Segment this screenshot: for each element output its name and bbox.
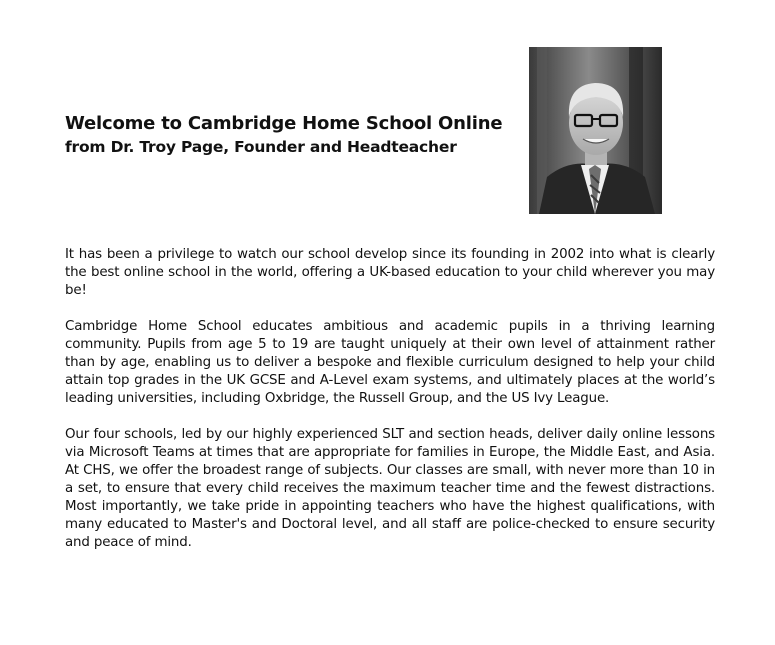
paragraph-education: Cambridge Home School educates ambitious and academic pupils in a thriving learning community. Pupils from age 5 to 19 are taught uniquely at their own level of attainment rather than by age, enabling us to deliver a bespoke and flexible curriculum designed to help your child attain top grades in the UK GCSE and A-Level exam systems, and ultimately places at the world’s leading universities, including Oxbridge, the Russell Group, and the US Ivy League. xyxy=(65,319,715,406)
page-subtitle: from Dr. Troy Page, Founder and Headteacher xyxy=(65,138,457,156)
welcome-heading xyxy=(65,112,505,158)
portrait-photo-icon xyxy=(529,47,662,214)
page-title: Welcome to Cambridge Home School Online xyxy=(65,113,503,134)
welcome-letter-body xyxy=(65,246,715,570)
founder-portrait xyxy=(529,47,662,214)
paragraph-schools: Our four schools, led by our highly experienced SLT and section heads, deliver daily online lessons via Microsoft Teams at times that are appropriate for families in Europe, the Middle East, and Asia. At CHS, we offer the broadest range of subjects. Our classes are small, with never more than 10 in a set, to ensure that every child receives the maximum teacher time and the fewest distractions. Most importantly, we take pride in appointing teachers who have the highest qualifications, with many educated to Master's and Doctoral level, and all staff are police-checked to ensure security and peace of mind. xyxy=(65,427,715,550)
paragraph-intro: It has been a privilege to watch our school develop since its founding in 2002 into what is clearly the best online school in the world, offering a UK-based education to your child wherever you may be! xyxy=(65,247,715,298)
